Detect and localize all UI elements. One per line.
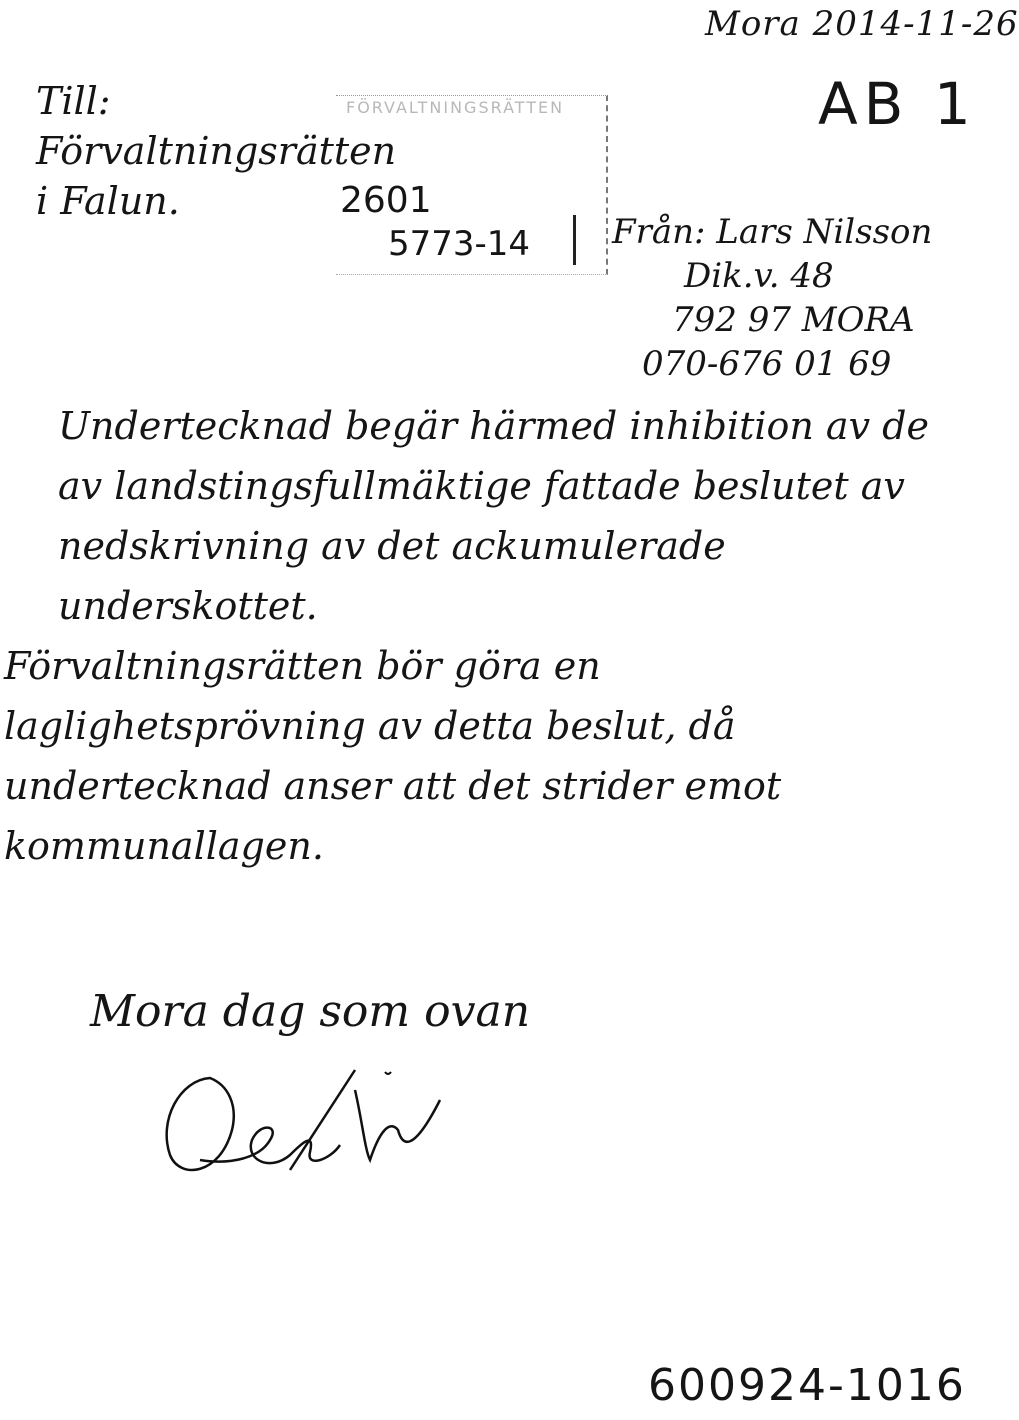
closing-line: Mora dag som ovan [90, 986, 531, 1037]
place-date: Mora 2014-11-26 [705, 4, 1019, 44]
body-paragraph-2: Förvaltningsrätten bör göra en laglighetsprövning av detta beslut, då undertecknad anser att det strider emot kommunallagen. [4, 644, 782, 868]
sender-line-3: 792 97 MORA [672, 300, 915, 340]
body-paragraph-1: Undertecknad begär härmed inhibition av de av landstingsfullmäktige fattade beslutet av nedskrivning av det ackumulerade underskottet. [58, 404, 929, 628]
sender-block [612, 210, 932, 386]
stamp-case-number: 5773-14 [388, 224, 531, 264]
divider-stroke [573, 215, 576, 265]
recipient-line-2: i Falun. [36, 179, 180, 223]
stamp-court-name: FÖRVALTNINGSRÄTTEN [346, 98, 565, 117]
document-tag: AB 1 [818, 70, 977, 138]
signature-image [140, 1060, 480, 1200]
document-number: 600924-1016 [648, 1360, 966, 1411]
recipient-label: Till: [36, 79, 111, 123]
sender-line-2: Dik.v. 48 [684, 256, 834, 296]
letter-body [4, 396, 954, 876]
sender-line-1: Från: Lars Nilsson [612, 212, 933, 252]
stamp-reg-number: 2601 [340, 180, 432, 221]
recipient-line-1: Förvaltningsrätten [36, 129, 397, 173]
sender-line-4: 070-676 01 69 [642, 344, 892, 384]
